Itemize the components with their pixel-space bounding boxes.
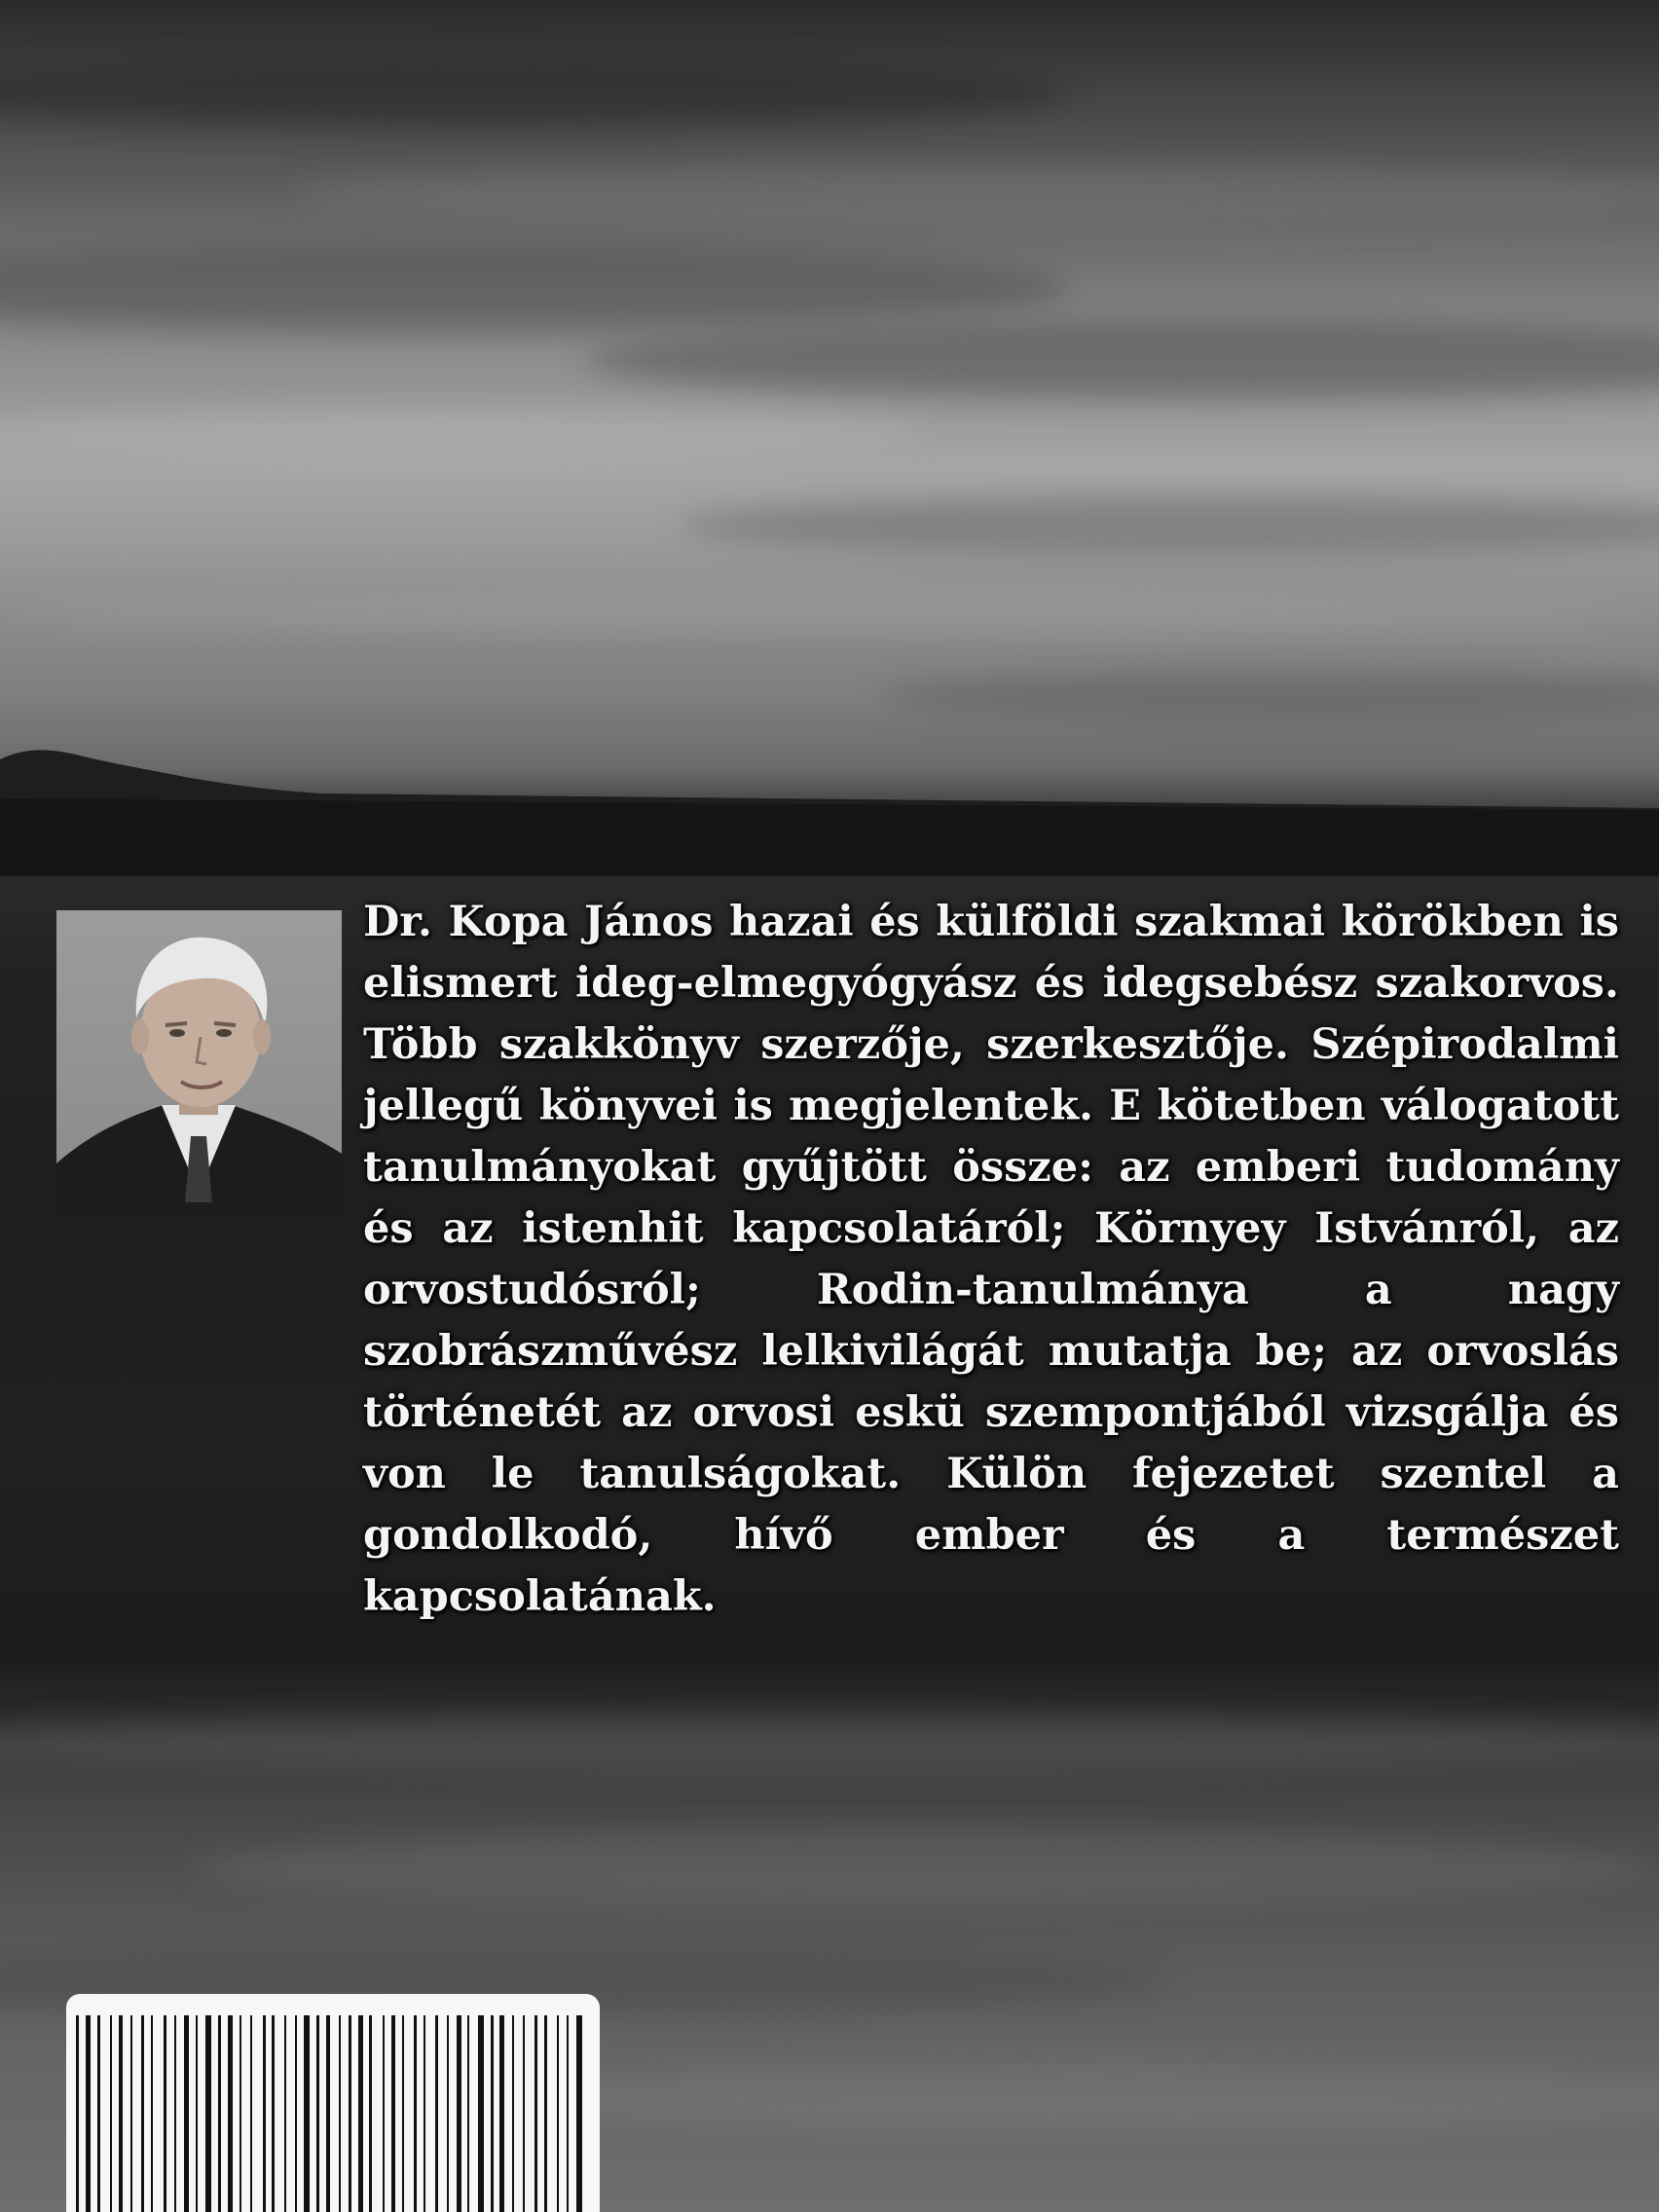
author-bio-text: Dr. Kopa János hazai és külföldi szakmai körökben is elismert ideg-elmegyógyász és idegsebész szakorvos. Több szakkönyv szerzője, szerkesztője. Szépirodalmi jellegű könyvei is megjelentek. E kötetben válogatott tanulmányokat gyűjtött össze: az emberi tudomány és az istenhit kapcsolatáról; Környey Istvánról, az orvostudósról; Rodin-tanulmánya a nagy szobrászművész lelkivilágát mutatja be; az orvoslás történetét az orvosi eskü szempontjából vizsgálja és von le tanulságokat. Külön fejezetet szentel a gondolkodó, hívő ember és a természet kapcsolatának. xyxy=(363,898,1619,1621)
water-reflection xyxy=(0,1714,1659,1772)
cloud-streak xyxy=(0,594,1659,633)
water-reflection xyxy=(195,1830,1655,1908)
treeline-horizon xyxy=(0,740,1659,876)
water-reflection xyxy=(487,2064,1659,2132)
cloud-streak xyxy=(682,497,1659,555)
barcode-label xyxy=(66,1994,600,2212)
cloud-streak xyxy=(0,243,1071,331)
cloud-streak xyxy=(876,672,1659,720)
barcode-icon xyxy=(76,2015,582,2212)
author-portrait-photo xyxy=(56,910,342,1212)
cloud-streak xyxy=(584,321,1659,399)
cloud-streak xyxy=(292,166,1659,224)
cloud-streak xyxy=(0,58,1071,127)
cloud-streak xyxy=(0,409,925,458)
